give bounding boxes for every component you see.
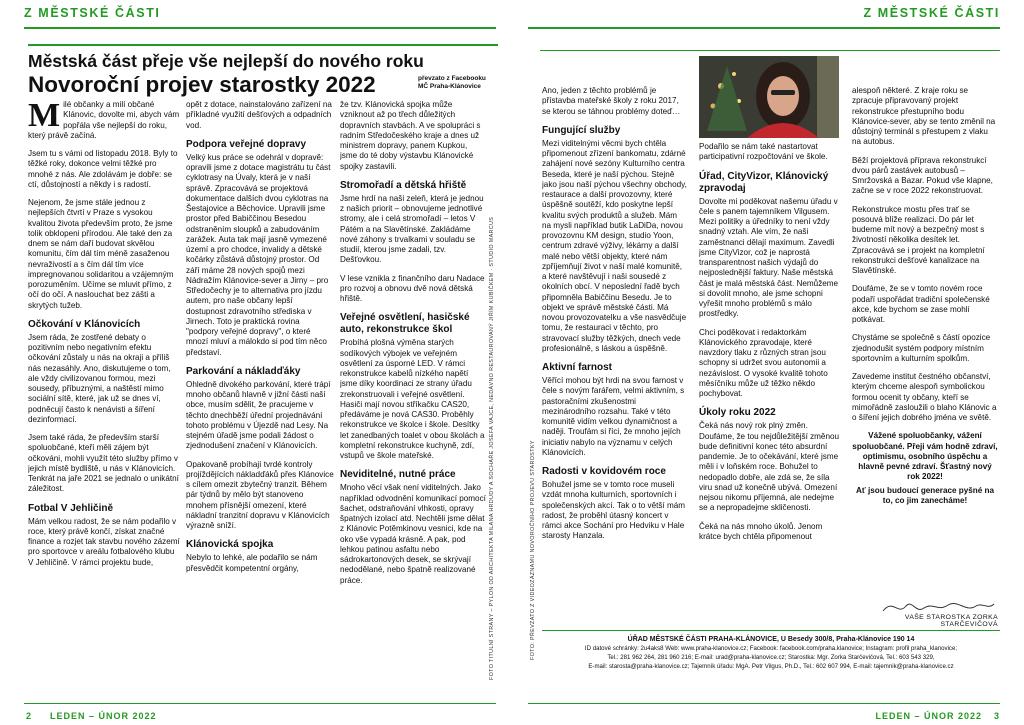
- issue-label-right: LEDEN – ÚNOR 2022: [875, 711, 982, 721]
- paragraph: Jsem tu s vámi od listopadu 2018. Byly to těžké roky, dokonce velmi těžké pro mnohé z nás. Ale zdolávám je dobře: se ctí, důstojností a někdy i s radostí.: [28, 149, 178, 189]
- subheading: Úřad, CityVizor, Klánovický zpravodaj: [699, 170, 829, 194]
- paragraph: Jsme hrdí na naši zeleň, která je jednou z našich priorit – obnovujeme jednotlivé stromy, ale i celá stromořadí – letos V Pátém a na Slavětínské. Zakládáme nové záhony s trvalkami v souladu se studií, kterou jsme zadali, tzv. Dešťovkou.: [340, 193, 484, 265]
- subheading: Podpora veřejné dopravy: [186, 138, 307, 150]
- column-6: [852, 86, 998, 626]
- paragraph: Nebylo to lehké, ale podařilo se nám přesvědčit kompetentní orgány,: [186, 553, 318, 573]
- article-kicker: Městská část přeje vše nejlepší do nového roku: [28, 51, 424, 71]
- paragraph: Ohledně divokého parkování, které trápí mnoho občanů hlavně v jižní části naší obce, musím sdělit, že pracujeme v těchto dnechběží úřední projednávání tohoto problému v Újezdě nad Lesy. Na stejném úřadě jsme podali žádost o zjednodušení značení v Klánovicích.: [186, 379, 331, 451]
- subheading: Veřejné osvětlení, hasičské auto, rekonstrukce škol: [340, 312, 470, 336]
- portrait-photo: [699, 56, 839, 138]
- footer-rule-right: [528, 703, 1000, 705]
- paragraph: že tzv. Klánovická spojka může vzniknout až po třech důležitých dopravních stavbách. A ve spolupráci s radním Středočeského kraje a dnes už ministrem dopravy, panem Kupkou, jsme do té doby výstavbu Klánovické spojky zastavili.: [340, 100, 481, 171]
- portrait-illustration: [699, 56, 839, 138]
- article-source: převzato z Facebooku MČ Praha-Klánovice: [418, 75, 486, 90]
- footer-rule-left: [24, 703, 496, 705]
- office-title: ÚŘAD MĚSTSKÉ ČÁSTI PRAHA-KLÁNOVICE, U Besedy 300/8, Praha-Klánovice 190 14: [627, 636, 915, 643]
- paragraph: Chystáme se společně s částí opozice zjednodušit systém podpory místním sportovním a kulturním spolkům.: [852, 333, 991, 363]
- office-line: E-mail: starosta@praha-klanovice.cz; Tajemník úřadu: MgA. Petr Vilgus, Ph.D., Tel.: 602 607 994, E-mail: tajemnik@praha-klanovice.cz: [588, 663, 954, 670]
- paragraph: Mnoho věcí však není viditelných. Jako například odvodnění komunikací pomocí šachet, odstraňování vlhkosti, opravy špatných izolací atd. Nechtěli jsme dělat z Klánovic Potěmkinovu vesnici, kde na oko vše vypadá krásně. A pak, pod lehkou patinou asfaltu nebo sádrokartonových desek, se skrývají nedodělané, nebo špatně realizované práce.: [340, 483, 486, 585]
- column-1: [28, 100, 180, 695]
- paragraph: Čeká na nás mnoho úkolů. Jenom krátce bych chtěla připomenout: [699, 521, 823, 541]
- section-header-left: Z MĚSTSKÉ ČÁSTI: [24, 6, 161, 20]
- subheading: Fungující služby: [542, 124, 621, 136]
- subheading: Radosti v kovidovém roce: [542, 466, 666, 477]
- paragraph: Věřící mohou být hrdi na svou farnost v čele s novým farářem, velmi aktivním, s pastoračními zkušenostmi mezinárodního rozsahu. Také v této komunitě vidím velkou dynamičnost a naději. Troufám si říci, že mnoho jejích iniciativ nabylo na významu v celých Klánovicích.: [542, 376, 685, 457]
- paragraph: opět z dotace, nainstalováno zařízení na příkladné využití dešťových a odpadních vod.: [186, 100, 332, 130]
- subheading: Klánovická spojka: [186, 539, 274, 551]
- header-rule-right: [528, 27, 1000, 29]
- paragraph: Jsem ráda, že zostřené debaty o pozitivním nebo negativním efektu očkování zůstaly u nás na okraji a příliš nás nezasáhly. Ano, diskutujeme o tom, ale vždy civilizovanou formou, mezi sousedy, příbuznými, a naštěstí mimo sociální sítě, které, jak už se dnes ví, podněcují často k nenávisti a šíření dezinformací.: [28, 332, 171, 424]
- closing-wishes: Vážené spoluobčanky, vážení spoluobčané. Přeji vám hodně zdraví, optimismu, osobního úspěchu a hlavně pevné zdraví. Šťastný nový rok 2022!: [852, 431, 998, 482]
- article-title: Novoroční projev starostky 2022: [28, 72, 376, 97]
- subheading: Úkoly roku 2022: [699, 407, 776, 419]
- paragraph: Jsem také ráda, že především starší spoluobčané, kteří měli zájem být očkováni, mohli využít této služby přímo v jejich místě bydliště, u nás v Klánovicích. Tenkrát na jaře 2021 se jednalo o unikátní záležitost.: [28, 433, 179, 494]
- paragraph: Dovolte mi poděkovat našemu úřadu v čele s panem tajemníkem Vilgusem. Mezi politiky a úředníky to není vždy snadný vztah. Ale vím, že naši zaměstnanci dělají maximum. Zavedli jsme CityVizor, což je naprostá transparentnost našich výdajů do nejposlednější faktury. Naše městská část je malá městská část. Nemůžeme si dovolit mnoho, ale jsme schopni vyřešit mnoho problémů s málo prostředky.: [699, 196, 839, 319]
- paragraph: Mezi viditelnými věcmi bych chtěla připomenout zřízení bankomatu, zdárné zahájení nové sezóny Kulturního centra Beseda, které je naší pýchou. Stejně jako jsou naší pýchou všechny obchody, restaurace a další provozovny, které úspěšně soutěží, kdo poskytne lepší kvalitu svých produktů a služeb. Mám na mysli například butik LaDiDa, novou provozovnu KM design, studio Yoon, centrum zdravé výživy, lékárny a další malé nebo větší objekty, které nám zpříjemňují život v naší malé komunitě, a které navštěvují i naši sousedé z okolních obcí. V neposlední řadě bych připomněla Babiččinu Besedu. Je to objekt ve správě městské části. Má novou provozovatelku a vše nasvědčuje tomu, že restauraci v těchto, pro stravovací služby těžkých, dnech vede profesionálně, s láskou a úspěšně.: [542, 138, 687, 353]
- column-4: [542, 86, 688, 626]
- header-rule-left: [24, 27, 496, 29]
- paragraph: Zavedeme institut čestného občanství, kterým chceme alespoň symbolickou formou ocenit ty občany, kteří se mimořádně zasloužili o blaho Klánovic a o šíření jejich dobrého jména ve světě.: [852, 372, 997, 422]
- subheading: Neviditelné, nutné práce: [340, 469, 456, 481]
- subheading: Fotbal V Jehličině: [28, 502, 114, 514]
- photo-credit-right: FOTO: PŘEVZATO Z VIDEOZÁZNAMU NOVOROČNÍHO PROJEVU STAROSTKY: [530, 440, 536, 660]
- paragraph: Čeká nás nový rok plný změn. Doufáme, že tou nejdůležitější změnou bude definitivní konec této absurdní pandemie. Je to očekávání, které jsme měli i v loňském roce. Bohužel to nedopadlo dobře, ale zdá se, že síla viru snad už konečně ubývá. Omezení nejsou nikomu příjemná, ale nedejme se a nepropadejme skličenosti.: [699, 421, 839, 513]
- subheading: Aktivní farnost: [542, 362, 613, 373]
- photo-credit-left: FOTO TITULNÍ STRANY – PYLON OD ARCHITEKTA MILANA HRDUDY A SOCHAŘE JOSEFA VAJCE, NEDÁVNO RESTAUROVANÝ JIŘÍM KUBÍČKEM · STUDIO MARCUS: [489, 216, 495, 680]
- paragraph: Běží projektová příprava rekonstrukcí dvou párů zastávek autobusů – Smržovská a Bazar. Pokud vše klapne, začne se v roce 2022 rekonstruovat.: [852, 155, 993, 196]
- paragraph: Bohužel jsme se v tomto roce museli vzdát mnoha kulturních, sportovních i společenských akcí. Tak o to větší mám radost, že proběhl útasný koncert v rámci akce Sochání pro Hedviku v Hale starosty Hanzala.: [542, 480, 685, 541]
- paragraph: Ano, jeden z těchto problémů je přístavba mateřské školy z roku 2017, se kterou se táhnou problémy doteď…: [542, 86, 681, 116]
- paragraph: alespoň některé. Z kraje roku se zpracuje připravovaný projekt rekonstrukce přestupního bodu Klánovice-sever, aby se tento změnil na důstojný terminál s přestupem z vlaku na autobus.: [852, 86, 996, 147]
- office-line: ID datové schránky: 2u4aks8 Web: www.praha-klanovice.cz; Facebook: facebook.com/praha.klanovice; Instagram: profil praha_klanovice;: [584, 645, 958, 652]
- page-number-right: 3: [993, 711, 1000, 721]
- subheading: Stromořadí a dětská hřiště: [340, 179, 467, 191]
- office-contact: [542, 630, 1000, 674]
- paragraph: V lese vznikla z finančního daru Nadace pro rozvoj a obnovu dvě nová dětská hřiště.: [340, 273, 485, 303]
- column-2: [186, 100, 334, 695]
- closing-line: Ať jsou budoucí generace pyšné na to, co jim zanecháme!: [856, 485, 994, 505]
- paragraph: Mám velkou radost, že se nám podařilo v roce, který právě končí, získat značné finance a rozjet tak stavbu nového zázemí pro sportovce v areálu fotbalového klubu V Jehličině. V rámci projektu bude,: [28, 516, 180, 567]
- paragraph: Opakovaně probíhají tvrdé kontroly projíždějících nákladďáků přes Klánovice s cílem omezit zbytečný tranzit. Během pár týdnů by mělo být stanoveno mnohem přísnější omezení, které nákladní tranzitní dopravu v Klánovicích výrazně sníží.: [186, 459, 334, 530]
- paragraph: Podařilo se nám také nastartovat participativní rozpočtování ve škole.: [699, 142, 828, 162]
- subheading: Očkování v Klánovicích: [28, 318, 141, 330]
- signature-caption: VAŠE STAROSTKA ZORKA STARČEVIČOVÁ: [904, 614, 998, 628]
- column-3: [340, 100, 486, 695]
- paragraph: Probíhá plošná výměna starých sodíkových výbojek ve veřejném osvětlení za úsporné LED. V rámci rekonstrukce kabelů nízkého napětí jsme díky koordinaci ze strany úřadu zrekonstruovali i veřejné osvětlení. Hasiči mají novou stříkačku CAS20, předáváme je nová CAS30. Proběhly rekonstrukce ve školce i škole. Desítky let zanedbaných toalet v obou školách a kompletní rekonstrukce kuchyně, zdí, vstupů ve škole mateřské.: [340, 338, 485, 460]
- section-header-right: Z MĚSTSKÉ ČÁSTI: [863, 6, 1000, 20]
- right-page-top-rule: [540, 50, 1000, 51]
- page-number-left: 2: [26, 711, 33, 721]
- paragraph: Rekonstrukce mostu přes trať se posouvá blíže realizaci. Do pár let budeme mít nový a bezpečný most s životností několika desítek let. Zpracovává se i projekt na kompletní rekonstrukci dešťové kanalizace na Slavětínské.: [852, 204, 985, 275]
- paragraph: Nejenom, že jsme stále jednou z nejlepších čtvrtí v Praze s vysokou kvalitou života především proto, že jsme tolik obklopeni přírodou. Ale také den za dnem se nám daří budovat skvělou komunitu, čím dál tím méně zasaženou nevraživostí a s čím dál tím více impregnovanou solidaritou a vzájemným porozuměním. Učíme se mluvit přímo, z očí do očí. A naslouchat bez zášti a skrytých tužeb.: [28, 198, 174, 310]
- paragraph: Chci poděkovat i redaktorkám Klánovického zpravodaje, které navzdory tlaku z různých stran jsou schopny si udržet svou autonomii a nezávislost. O vysoké kvalitě tohoto měsíčníku může už těžko někdo pochybovat.: [699, 327, 828, 398]
- column-5: [699, 142, 839, 626]
- subheading: Parkování a nákladďáky: [186, 365, 301, 377]
- paragraph: ilé občanky a milí občané Klánovic, dovolte mi, abych vám popřála vše nejlepší do roku, který právě začíná.: [28, 100, 180, 140]
- issue-label-left: LEDEN – ÚNOR 2022: [50, 711, 157, 721]
- paragraph: Doufáme, že se v tomto novém roce podaří uspořádat tradiční společenské akce, kde bychom se zase mohli potkávat.: [852, 284, 990, 324]
- office-line: Tel.: 281 962 264, 281 960 216; E-mail: urad@praha-klanovice.cz; Starostka: Mgr. Zorka Starčevičová, Tel.: 603 543 329,: [607, 654, 935, 661]
- drop-cap: M: [28, 100, 61, 134]
- paragraph: Velký kus práce se odehrál v dopravě: opravili jsme z dotace magistrátu tu část cyklotrasy na Úvaly, která je v naší správě. Zpracovává se projektová dokumentace dalších dvou cyklotras na Šestajovice a Běchovice. Upravili jsme prostor před Babiččinou Besedou odstraněním sloupků a zabudováním zarážek. Auta tak mají jasně vymezené území a pro chodce, invalidy a dětské kočárky zůstává důstojný prostor. Od září máme 28 nových spojů mezi Nádražím Klánovice-sever a Jirny – pro Středočechy je to alternativa pro jízdu autem, pro naše občany lepší dostupnost zdravotního střediska v Jirnech. Toto je praktická rovina "podpory veřejné dopravy", o které mnozí mluví a málokdo si pod tím něco představí.: [186, 152, 331, 357]
